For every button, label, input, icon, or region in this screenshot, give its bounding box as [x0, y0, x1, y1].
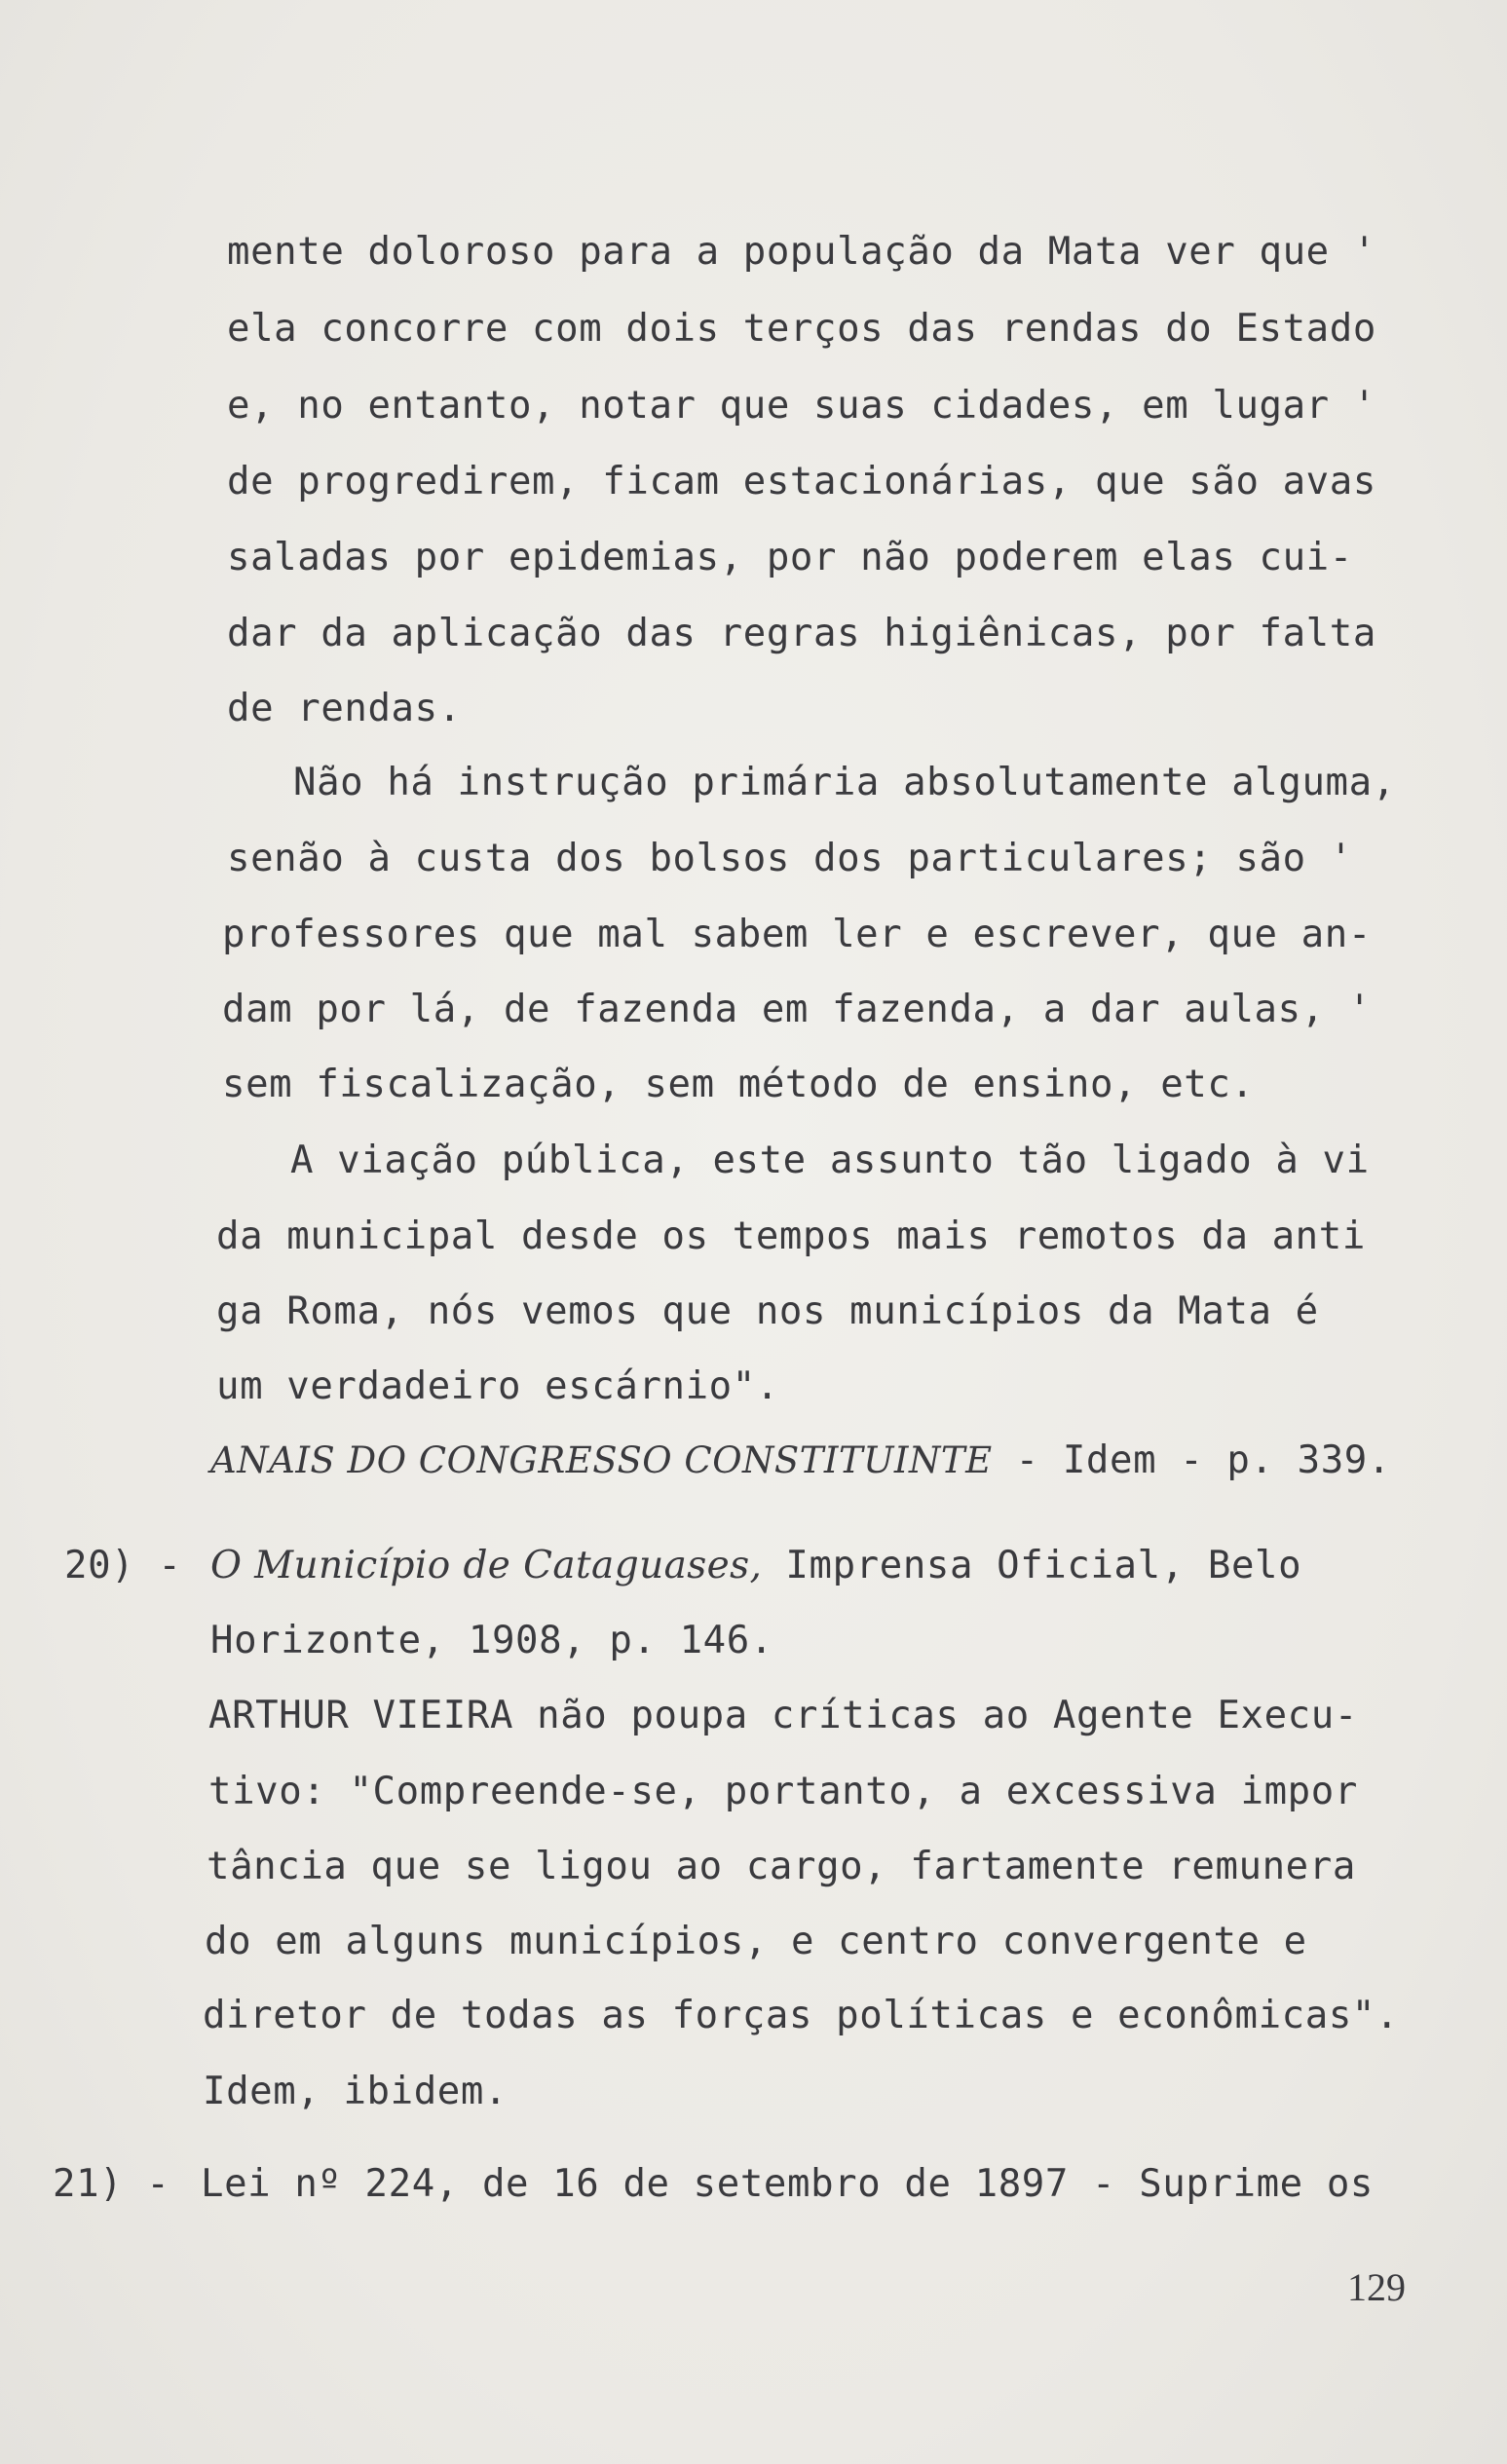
text-line: um verdadeiro escárnio".: [216, 1364, 779, 1408]
text-line: de rendas.: [227, 687, 462, 730]
footnote-title: O Município de Cataguases,: [210, 1544, 763, 1587]
footnote-line: do em alguns municípios, e centro convergente e: [205, 1920, 1307, 1963]
footnote-line: Lei nº 224, de 16 de setembro de 1897 - Suprime os: [201, 2162, 1374, 2206]
text-line: A viação pública, este assunto tão ligado à vi: [290, 1139, 1370, 1182]
footnote-line: Horizonte, 1908, p. 146.: [210, 1619, 773, 1662]
text-line: e, no entanto, notar que suas cidades, em lugar ': [227, 384, 1376, 428]
text-line: senão à custa dos bolsos dos particulares; são ': [227, 837, 1353, 880]
footnote-line: tância que se ligou ao cargo, fartamente remunera: [207, 1845, 1356, 1888]
text-line: da municipal desde os tempos mais remotos da anti: [216, 1214, 1366, 1258]
text-line: dam por lá, de fazenda em fazenda, a dar aulas, ': [222, 988, 1372, 1031]
footnote-line: tivo: "Compreende-se, portanto, a excessiva impor: [208, 1770, 1358, 1813]
text-line: de progredirem, ficam estacionárias, que são avas: [227, 460, 1376, 504]
citation-title: ANAIS DO CONGRESSO CONSTITUINTE: [210, 1439, 993, 1481]
citation-line: [210, 1438, 1391, 1482]
text-line: sem fiscalização, sem método de ensino, etc.: [222, 1063, 1255, 1106]
footnote-text: Imprensa Oficial, Belo: [762, 1544, 1302, 1587]
text-line: ga Roma, nós vemos que nos municípios da Mata é: [216, 1289, 1319, 1333]
text-line: dar da aplicação das regras higiênicas, por falta: [227, 612, 1376, 655]
text-line: ela concorre com dois terços das rendas do Estado: [227, 307, 1376, 351]
text-line: professores que mal sabem ler e escrever, que an-: [222, 913, 1372, 956]
footnote-line: Idem, ibidem.: [203, 2070, 509, 2113]
page-number: 129: [1347, 2265, 1406, 2309]
footnote-number: 20) -: [64, 1544, 182, 1587]
footnote-line: [210, 1544, 1302, 1587]
footnote-line: diretor de todas as forças políticas e econômicas".: [203, 1994, 1400, 2037]
text-line: saladas por epidemias, por não poderem elas cui-: [227, 536, 1353, 579]
citation-rest: - Idem - p. 339.: [992, 1438, 1391, 1482]
footnote-number: 21) -: [53, 2162, 170, 2206]
text-line: Não há instrução primária absolutamente alguma,: [293, 761, 1396, 804]
text-line: mente doloroso para a população da Mata ver que ': [227, 230, 1376, 274]
footnote-line: ARTHUR VIEIRA não poupa críticas ao Agente Execu-: [208, 1694, 1358, 1737]
